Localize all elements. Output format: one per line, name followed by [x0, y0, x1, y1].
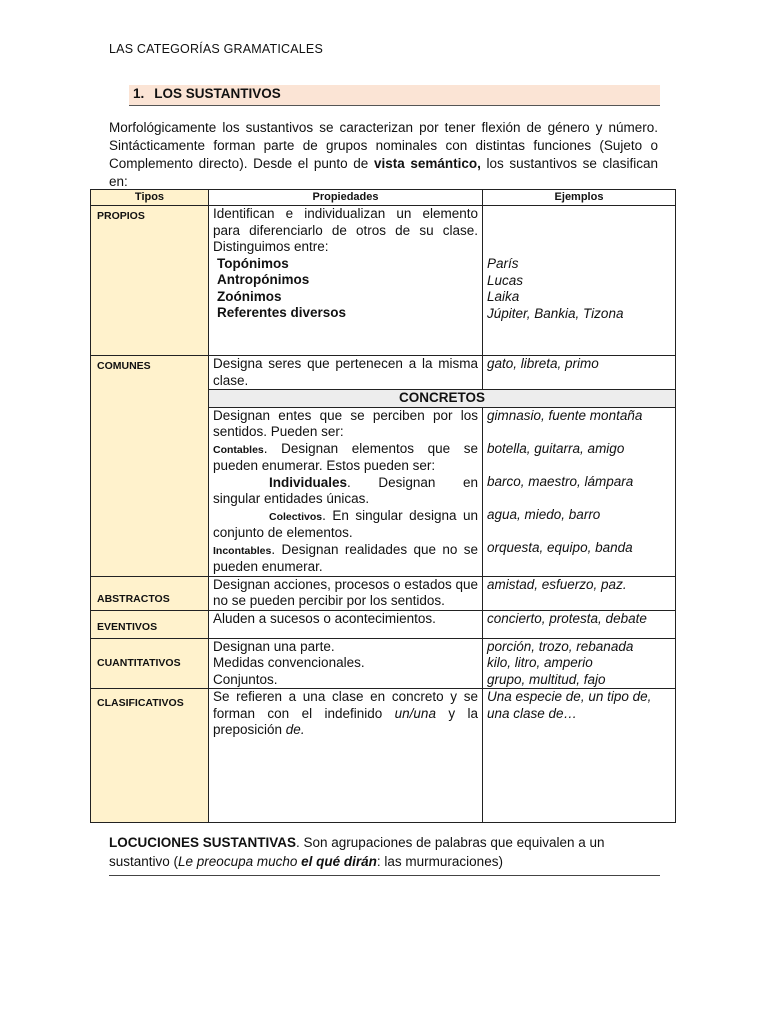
- propios-item: Zoónimos: [217, 288, 282, 304]
- cuantitativos-line: Conjuntos.: [213, 671, 278, 687]
- concretos-label: CONCRETOS: [209, 390, 676, 408]
- intro-text: Morfológicamente los sustantivos se caracterizan por tener flexión de género y número. Sintácticamente forman parte de grupos nominales con distintas funciones (Sujeto o Complemento directo). Desde el punto de: [109, 120, 658, 171]
- prop-abstractos: Designan acciones, procesos o estados que no se pueden percibir por los sentidos.: [209, 576, 483, 610]
- tipo-propios: PROPIOS: [91, 206, 209, 356]
- contables-label: Contables: [213, 443, 264, 456]
- tipo-cuantitativos: CUANTITATIVOS: [91, 638, 209, 689]
- incontables-example: orquesta, equipo, banda: [487, 539, 633, 555]
- table-row: [91, 206, 676, 356]
- ej-abstractos: amistad, esfuerzo, paz.: [483, 576, 676, 610]
- incontables-desc: . Designan realidades que no se pueden enumerar.: [213, 541, 478, 574]
- tipo-abstractos: ABSTRACTOS: [91, 576, 209, 610]
- ej-clasificativos: Una especie de, un tipo de, una clase de…: [483, 689, 676, 823]
- propios-example: Laika: [487, 289, 520, 304]
- individuales-label: Individuales: [269, 474, 348, 490]
- cuantitativos-example: grupo, multitud, fajo: [487, 671, 606, 687]
- ej-propios: [483, 206, 676, 356]
- table-row: [91, 576, 676, 610]
- table-row: [91, 638, 676, 689]
- section-title: LOS SUSTANTIVOS: [154, 86, 281, 101]
- contables-example: botella, guitarra, amigo: [487, 440, 625, 456]
- tipo-comunes: COMUNES: [91, 356, 209, 577]
- locuciones-end: : las murmuraciones): [376, 854, 503, 869]
- section-number: 1.: [133, 86, 145, 101]
- table-row: [91, 356, 676, 390]
- prop-clasificativos: [209, 689, 483, 823]
- incontables-label: Incontables: [213, 544, 272, 557]
- locuciones-italic: Le preocupa mucho: [178, 854, 302, 869]
- table-row: [91, 610, 676, 638]
- intro-text-end: los sustantivos se clasifican en:: [109, 156, 659, 189]
- section-heading: [129, 85, 660, 106]
- tipo-eventivos: EVENTIVOS: [91, 610, 209, 638]
- table-header-row: [91, 190, 676, 206]
- prop-concretos: [209, 407, 483, 576]
- locuciones-paragraph: [109, 833, 660, 876]
- ej-eventivos: concierto, protesta, debate: [483, 610, 676, 638]
- colectivos-label: Colectivos: [269, 510, 323, 523]
- propios-item: Antropónimos: [217, 272, 310, 287]
- propios-item: Topónimos: [217, 255, 289, 271]
- contables-desc: . Designan elementos que se pueden enumerar. Estos pueden ser:: [213, 440, 478, 473]
- locuciones-text: . Son agrupaciones de palabras que equivalen a un sustantivo (: [109, 835, 605, 869]
- prop-propios: [209, 206, 483, 356]
- clasif-italic: un/una: [394, 705, 436, 721]
- ej-concretos: [483, 407, 676, 576]
- cuantitativos-example: porción, trozo, rebanada: [487, 638, 634, 654]
- clasif-text: Se refieren a una clase en concreto y se forman con el indefinido: [213, 689, 478, 721]
- cuantitativos-line: Medidas convencionales.: [213, 655, 365, 670]
- header-propiedades: Propiedades: [209, 190, 483, 206]
- propios-example: Júpiter, Bankia, Tizona: [487, 305, 624, 321]
- intro-paragraph: [109, 119, 658, 191]
- propios-item: Referentes diversos: [217, 305, 347, 320]
- prop-comunes: Designa seres que pertenecen a la misma clase.: [209, 356, 483, 390]
- clasif-italic: de.: [285, 722, 305, 737]
- intro-bold: vista semántico,: [373, 156, 481, 171]
- ej-cuantitativos: [483, 638, 676, 689]
- cuantitativos-line: Designan una parte.: [213, 638, 335, 654]
- header-ejemplos: Ejemplos: [483, 190, 676, 206]
- locuciones-title: LOCUCIONES SUSTANTIVAS: [109, 835, 297, 850]
- prop-cuantitativos: [209, 638, 483, 689]
- colectivos-example: agua, miedo, barro: [487, 506, 601, 522]
- cuantitativos-example: kilo, litro, amperio: [487, 655, 593, 670]
- clasif-text: y la preposición: [213, 705, 478, 737]
- propios-example: Lucas: [487, 272, 524, 288]
- individuales-desc: . Designan en singular entidades únicas.: [213, 474, 478, 506]
- propios-desc: Identifican e individualizan un elemento para diferenciarlo de otros de su clase. Distinguimos entre:: [213, 206, 478, 254]
- concretos-example: gimnasio, fuente montaña: [487, 407, 643, 423]
- tipo-clasificativos: CLASIFICATIVOS: [91, 689, 209, 823]
- noun-classification-table: [90, 189, 676, 823]
- concretos-desc: Designan entes que se perciben por los sentidos. Pueden ser:: [213, 407, 478, 439]
- propios-example: París: [487, 256, 519, 271]
- locuciones-bold-italic: el qué dirán: [301, 854, 377, 869]
- document-header: LAS CATEGORÍAS GRAMATICALES: [109, 42, 324, 56]
- colectivos-desc: . En singular designa un conjunto de elementos.: [213, 507, 478, 540]
- prop-eventivos: Aluden a sucesos o acontecimientos.: [209, 610, 483, 638]
- table-row: [91, 689, 676, 823]
- ej-comunes: gato, libreta, primo: [483, 356, 676, 390]
- header-tipos: Tipos: [91, 190, 209, 206]
- individuales-example: barco, maestro, lámpara: [487, 473, 634, 489]
